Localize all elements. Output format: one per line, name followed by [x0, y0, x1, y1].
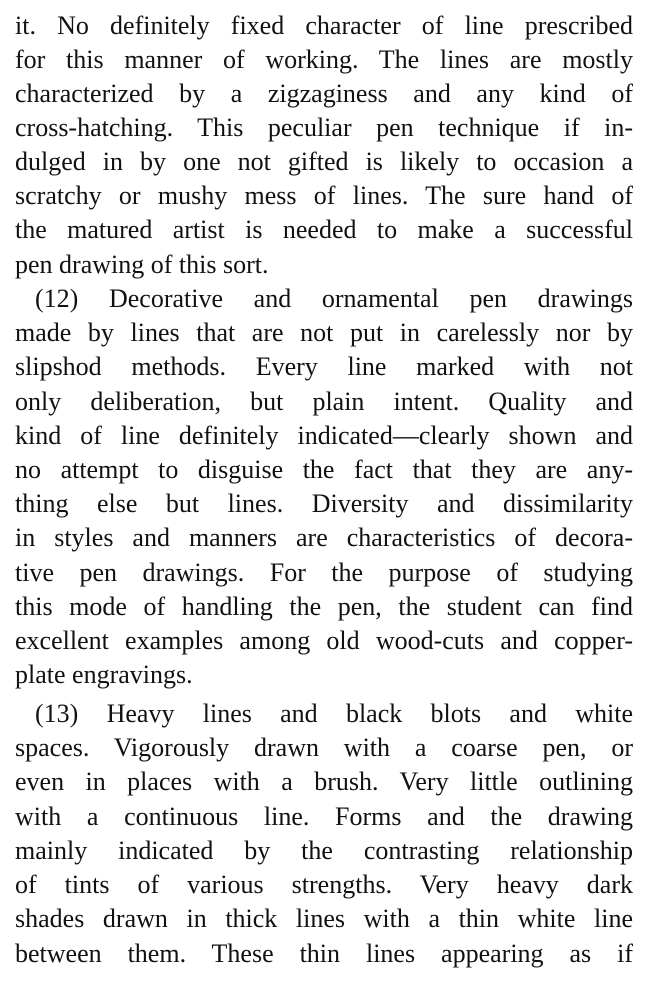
paragraph-13-first-line: (13) Heavy lines and black blots and white: [35, 699, 633, 728]
text-line: for this manner of working. The lines are mostly: [15, 45, 633, 74]
text-page: [15, 0, 633, 990]
text-line: excellent examples among old wood-cuts and copper-: [15, 626, 633, 655]
text-line: thing else but lines. Diversity and dissimilarity: [15, 489, 633, 518]
text-line: spaces. Vigorously drawn with a coarse pen, or: [15, 733, 633, 762]
paragraph-12-first-line: (12) Decorative and ornamental pen drawings: [35, 284, 633, 313]
text-line: this mode of handling the pen, the student can find: [15, 592, 633, 621]
text-line: even in places with a brush. Very little outlining: [15, 767, 633, 796]
text-line: with a continuous line. Forms and the drawing: [15, 802, 633, 831]
text-line: no attempt to disguise the fact that they are any-: [15, 455, 633, 484]
paragraph-last-line: pen drawing of this sort.: [15, 250, 269, 279]
text-line: only deliberation, but plain intent. Quality and: [15, 387, 633, 416]
text-line: dulged in by one not gifted is likely to occasion a: [15, 147, 633, 176]
text-line: made by lines that are not put in carelessly nor by: [15, 318, 633, 347]
text-line: it. No definitely fixed character of line prescribed: [15, 11, 633, 40]
text-line: the matured artist is needed to make a successful: [15, 215, 633, 244]
paragraph-last-line: plate engravings.: [15, 660, 193, 689]
text-line: of tints of various strengths. Very heavy dark: [15, 870, 633, 899]
text-line: mainly indicated by the contrasting relationship: [15, 836, 633, 865]
text-line: cross-hatching. This peculiar pen technique if in-: [15, 113, 633, 142]
text-line: slipshod methods. Every line marked with not: [15, 352, 633, 381]
text-line: scratchy or mushy mess of lines. The sure hand of: [15, 181, 633, 210]
text-line: characterized by a zigzaginess and any kind of: [15, 79, 633, 108]
text-line: tive pen drawings. For the purpose of studying: [15, 558, 633, 587]
text-line: kind of line definitely indicated—clearly shown and: [15, 421, 633, 450]
text-line: in styles and manners are characteristics of decora-: [15, 523, 633, 552]
text-line: shades drawn in thick lines with a thin white line: [15, 904, 633, 933]
text-line: between them. These thin lines appearing as if: [15, 939, 633, 968]
